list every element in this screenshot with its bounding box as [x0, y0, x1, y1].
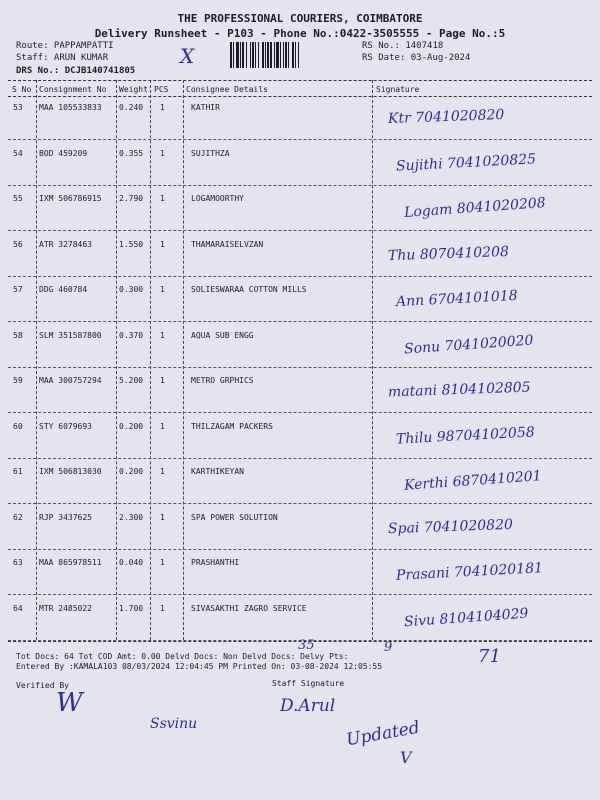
row-pcs: 1 [160, 376, 165, 385]
row-signature: Ktr 7041020820 [387, 106, 505, 128]
col-divider [183, 80, 184, 640]
staff: Staff: ARUN KUMAR [16, 53, 109, 63]
row-pcs: 1 [160, 421, 165, 431]
company-title: THE PROFESSIONAL COURIERS, COIMBATORE [177, 12, 423, 25]
row-signature: Prasani 7041020181 [395, 560, 544, 584]
row-consignee: SOLIESWARAA COTTON MILLS [191, 285, 307, 294]
row-signature: Kerthi 6870410201 [403, 468, 543, 494]
row-consignment-no: IXM 506786915 [39, 194, 102, 203]
row-separator [8, 185, 592, 186]
row-separator [8, 503, 592, 504]
row-sno: 56 [13, 239, 23, 249]
row-sno: 58 [13, 330, 23, 340]
barcode [230, 42, 355, 68]
row-consignee: PRASHANTHI [191, 558, 240, 567]
row-separator [8, 412, 592, 413]
col-signature: Signature [376, 85, 420, 94]
row-pcs: 1 [160, 512, 165, 522]
table-top-line [8, 80, 592, 81]
row-pcs: 1 [160, 148, 165, 158]
row-consignee: METRO GRPHICS [191, 376, 254, 385]
col-weight: Weight [119, 85, 148, 94]
row-separator [8, 549, 592, 550]
row-signature: Ann 6704101018 [395, 287, 519, 311]
row-sno: 62 [13, 512, 23, 522]
row-pcs: 1 [160, 330, 165, 340]
row-consignee: THILZAGAM PACKERS [191, 421, 273, 431]
rs-number: RS No.: 1407418 [362, 41, 444, 51]
row-sno: 55 [13, 194, 23, 203]
verified-by-label: Verified By [16, 681, 69, 690]
row-separator [8, 367, 592, 368]
row-weight: 0.200 [119, 467, 144, 476]
col-consignee: Consignee Details [186, 85, 268, 94]
totals-line: Tot Docs: 64 Tot COD Amt: 0.00 Delvd Docs: Non Delvd Docs: Delvy Pts: [16, 652, 349, 661]
row-consignee: SPA POWER SOLUTION [191, 512, 278, 522]
route: Route: PAPPAMPATTI [16, 41, 114, 51]
entered-by-line: Entered By :KAMALA103 08/03/2024 12:04:45 PM Printed On: 03-08-2024 12:05:55 [16, 662, 383, 671]
row-consignee: KARTHIKEYAN [191, 467, 244, 476]
staff-signature: D.Arul [280, 696, 336, 716]
row-weight: 1.550 [119, 239, 144, 249]
second-signature: Ssvinu [150, 716, 198, 732]
row-weight: 1.700 [119, 603, 144, 613]
row-sno: 63 [13, 558, 23, 567]
row-pcs: 1 [160, 194, 165, 203]
row-signature: Thu 8070410208 [387, 243, 510, 264]
row-signature: Sujithi 7041020825 [395, 150, 537, 175]
row-sno: 60 [13, 421, 23, 431]
row-consignment-no: RJP 3437625 [39, 512, 92, 522]
row-pcs: 1 [160, 603, 165, 613]
check-mark: V [400, 748, 412, 767]
row-consignment-no: ATR 3278463 [39, 239, 92, 249]
row-weight: 0.300 [119, 285, 144, 294]
row-pcs: 1 [160, 285, 165, 294]
row-signature: Spai 7041020820 [387, 516, 514, 537]
row-sno: 57 [13, 285, 23, 294]
row-consignment-no: IXM 506813030 [39, 467, 102, 476]
col-sno: S No [12, 85, 32, 94]
row-consignee: KATHIR [191, 103, 220, 112]
hw-delivered-count: 35 [298, 638, 315, 653]
row-sno: 54 [13, 148, 23, 158]
row-consignment-no: MAA 105533833 [39, 103, 102, 112]
row-consignment-no: MTR 2485022 [39, 603, 92, 613]
row-consignment-no: MAA 865978511 [39, 558, 102, 567]
row-pcs: 1 [160, 467, 165, 476]
row-consignee: AQUA SUB ENGG [191, 330, 254, 340]
row-consignment-no: BOD 459209 [39, 148, 88, 158]
row-signature: Sonu 7041020020 [403, 332, 534, 357]
hw-delivery-points: 71 [478, 646, 501, 667]
row-separator [8, 139, 592, 140]
row-signature: Logam 8041020208 [403, 195, 547, 221]
row-consignee: THAMARAISELVZAN [191, 239, 264, 249]
row-consignment-no: SLM 351587800 [39, 330, 102, 340]
runsheet-subtitle: Delivery Runsheet - P103 - Phone No.:0422-3505555 - Page No.:5 [94, 27, 506, 40]
row-weight: 0.370 [119, 330, 144, 340]
row-separator [8, 321, 592, 322]
col-divider [36, 80, 37, 640]
row-separator [8, 458, 592, 459]
row-weight: 0.040 [119, 558, 144, 567]
verifier-signature: W [56, 688, 83, 718]
row-separator [8, 594, 592, 595]
row-weight: 0.200 [119, 421, 144, 431]
row-consignee: LOGAMOORTHY [191, 194, 244, 203]
row-consignee: SUJITHZA [191, 148, 230, 158]
row-pcs: 1 [160, 558, 165, 567]
row-weight: 0.240 [119, 103, 144, 112]
row-weight: 2.790 [119, 194, 144, 203]
row-consignment-no: DDG 460784 [39, 285, 88, 294]
row-sno: 64 [13, 603, 23, 613]
row-signature: matani 8104102805 [387, 379, 531, 401]
updated-note: Updated [344, 717, 422, 751]
hw-non-delivered-count: 9 [384, 640, 393, 655]
drs-number: DRS No.: DCJB140741805 [16, 66, 136, 76]
header-bottom-line [8, 96, 592, 97]
col-divider [116, 80, 117, 640]
col-divider [372, 80, 373, 640]
cross-mark: X [180, 44, 195, 68]
col-divider [150, 80, 151, 640]
row-sno: 61 [13, 467, 23, 476]
row-sno: 59 [13, 376, 23, 385]
row-signature: Thilu 98704102058 [395, 423, 536, 448]
rs-date: RS Date: 03-Aug-2024 [362, 53, 471, 63]
row-pcs: 1 [160, 103, 165, 112]
row-consignee: SIVASAKTHI ZAGRO SERVICE [191, 603, 307, 613]
row-weight: 0.355 [119, 148, 144, 158]
row-consignment-no: MAA 300757294 [39, 376, 102, 385]
col-consignment: Consignment No [39, 85, 107, 94]
row-weight: 2.300 [119, 512, 144, 522]
row-consignment-no: STY 6079693 [39, 421, 92, 431]
row-weight: 5.200 [119, 376, 144, 385]
row-separator [8, 276, 592, 277]
col-pcs: PCS [154, 85, 169, 94]
row-pcs: 1 [160, 239, 165, 249]
row-signature: Sivu 8104104029 [403, 605, 529, 630]
row-separator [8, 230, 592, 231]
row-sno: 53 [13, 103, 23, 112]
staff-signature-label: Staff Signature [272, 679, 345, 688]
